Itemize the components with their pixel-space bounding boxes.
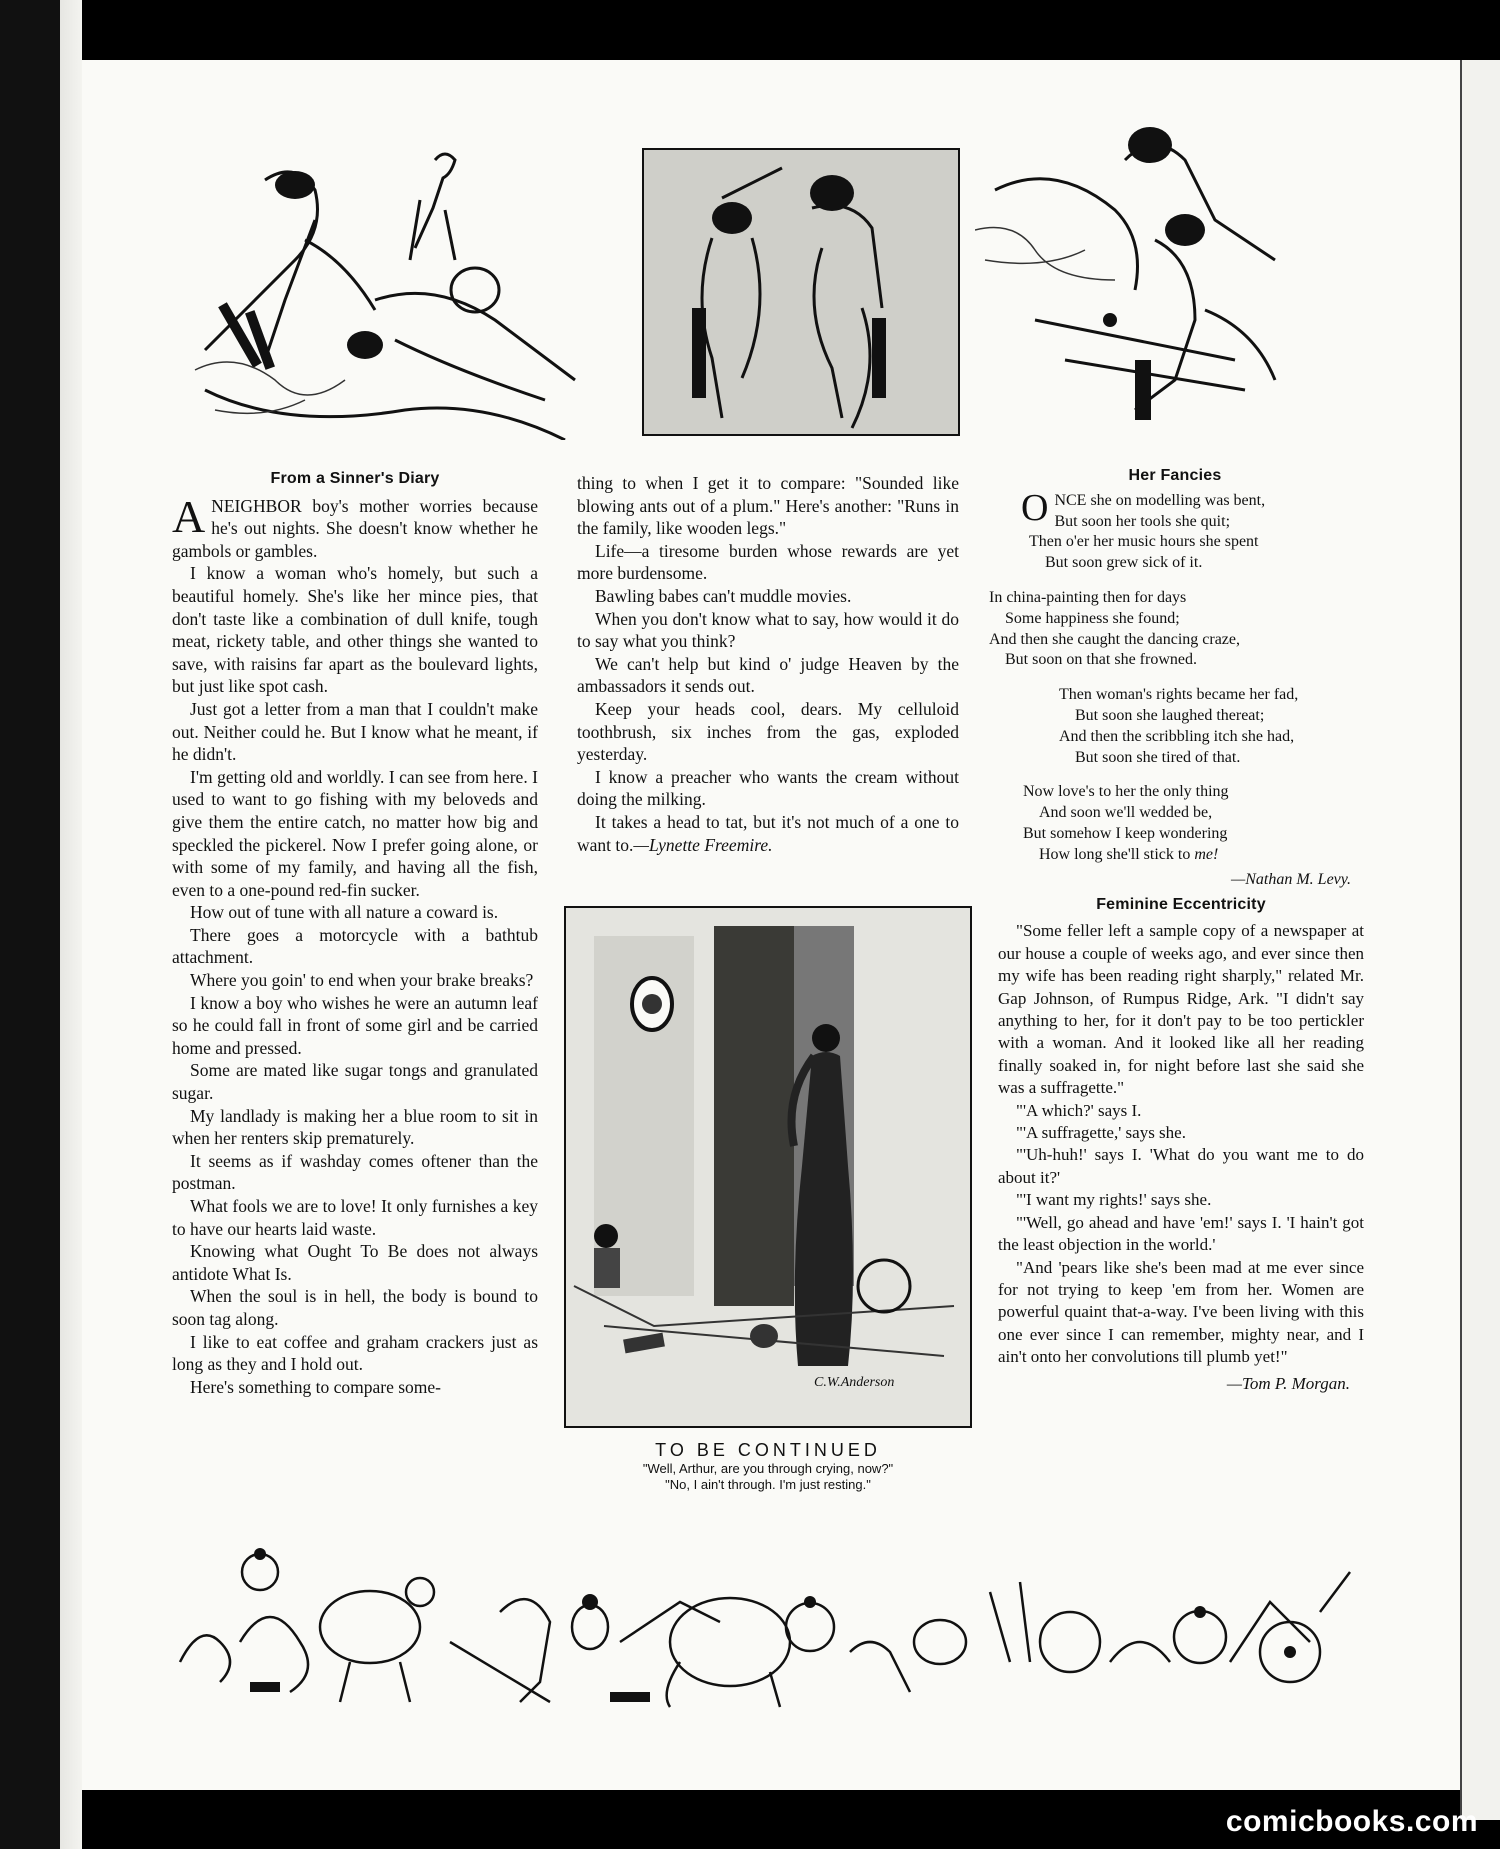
diary-continued-column [577, 472, 959, 856]
diary-author: —Lynette Freemire. [633, 834, 773, 855]
circus-parade-border [170, 1532, 1360, 1712]
eccentricity-paragraph: "'A suffragette,' says she. [1016, 1123, 1186, 1143]
diary-paragraph: Where you goin' to end when your brake breaks? [190, 970, 534, 991]
diary-paragraph: When you don't know what to say, how would it do to say what you think? [577, 608, 959, 652]
diary-paragraph: Just got a letter from a man that I couldn't make out. Neither could he. But I know what he meant, if he didn't. [172, 698, 538, 765]
watermark: comicbooks.com [1225, 1805, 1478, 1838]
poem-line: But soon she tired of that. [1075, 748, 1241, 766]
diary-paragraph: When the soul is in hell, the body is bound to soon tag along. [172, 1286, 538, 1329]
eccentricity-paragraph: "'Well, go ahead and have 'em!' says I. 'I hain't got the least objection in the world.' [998, 1212, 1364, 1255]
poem-line: But soon she laughed thereat; [1075, 706, 1265, 724]
poem-line: And then she caught the dancing craze, [989, 630, 1241, 648]
poem-line: Some happiness she found; [1005, 609, 1180, 627]
poem-line: And soon we'll wedded be, [1039, 804, 1213, 822]
poem-line: Then woman's rights became her fad, [1059, 686, 1299, 704]
diary-paragraph: It takes a head to tat, but it's not much of a one to want to.—Lynette Freemire. [577, 811, 959, 855]
eccentricity-paragraph: "Some feller left a sample copy of a newspaper at our house a couple of weeks ago, and ever since then my wife has been reading right sharply," related Mr. Gap Johnson, of Rumpus Ridge, Ark. "I didn't say anything to her, for it don't pay to be too pertickler with a woman. And it looked like all her reading finally soaked in, for night before last she said she was a suffragette." [998, 921, 1364, 1098]
poem-line: Now love's to her the only thing [1023, 783, 1229, 801]
eccentricity-author: —Tom P. Morgan. [1226, 1373, 1350, 1393]
home-plate-slide-illustration [975, 120, 1355, 440]
dropcap: A [172, 490, 206, 542]
cartoon-panel [564, 906, 972, 1428]
eccentricity-column [998, 894, 1364, 1395]
poem-column [985, 466, 1365, 890]
poem-line: And then the scribbling itch she had, [1059, 727, 1295, 745]
poem-stanza [985, 588, 1365, 671]
cartoon-signature: C.W.Anderson [814, 1375, 895, 1390]
diary-paragraph: Here's something to compare some- [190, 1376, 441, 1397]
cartoon-line-2: "No, I ain't through. I'm just resting." [665, 1477, 871, 1492]
cartoon-line-1: "Well, Arthur, are you through crying, now?" [642, 1461, 894, 1476]
poem-title: Her Fancies [1128, 467, 1222, 484]
diary-paragraph: Some are mated like sugar tongs and granulated sugar. [172, 1060, 538, 1104]
diary-paragraph: What fools we are to love! It only furnishes a key to have our hearts laid waste. [172, 1196, 538, 1239]
poem-dropcap: O [1021, 486, 1049, 529]
page-edge [1460, 60, 1500, 1820]
eccentricity-paragraph: "And 'pears like she's been mad at me ever since for not trying to keep 'em from her. Women are powerful quaint that-a-way. I've been living with this one ever since I can remember, mighty near, and I ain't onto her convolutions till plumb yet!" [998, 1257, 1364, 1367]
diary-paragraph: Bawling babes can't muddle movies. [595, 585, 852, 606]
diary-paragraph: I know a preacher who wants the cream without doing the milking. [577, 766, 959, 810]
diary-paragraph: Knowing what Ought To Be does not always antidote What Is. [172, 1241, 538, 1284]
eccentricity-paragraph: "'I want my rights!' says she. [1016, 1190, 1212, 1210]
diary-paragraph: Keep your heads cool, dears. My celluloid toothbrush, six inches from the gas, exploded yesterday. [577, 698, 959, 765]
poem-stanza [985, 486, 1365, 574]
poem-line: Then o'er her music hours she spent [1029, 533, 1259, 551]
diary-paragraph: We can't help but kind o' judge Heaven by the ambassadors it sends out. [577, 653, 959, 697]
diary-title: From a Sinner's Diary [270, 470, 440, 487]
poem-author: —Nathan M. Levy. [1231, 870, 1351, 888]
diary-paragraph: I know a woman who's homely, but such a beautiful homely. She's like her mince pies, that don't taste like a combination of dull knife, tough meat, rickety table, and other things she wanted to save, with raisins far apart as the boulevard lights, but just like spot cash. [172, 563, 538, 697]
poem-stanza [985, 685, 1365, 768]
eccentricity-paragraph: "'Uh-huh!' says I. 'What do you want me to do about it?' [998, 1145, 1364, 1187]
diary-paragraph: I'm getting old and worldly. I can see from here. I used to want to go fishing with my beloveds and give them the entire catch, no matter how big and speckled the pickerel. Now I prefer going alone, or with some of my family, and having all the fish, even to a one-pound red-fin sucker. [172, 766, 538, 900]
poem-line: But soon her tools she quit; [1054, 512, 1231, 530]
poem-stanza [985, 782, 1365, 865]
cartoon-title: TO BE CONTINUED [655, 1440, 881, 1460]
diary-paragraph: Life—a tiresome burden whose rewards are yet more burdensome. [577, 540, 959, 584]
diary-paragraph: thing to when I get it to compare: "Sounded like blowing ants out of a plum." Here's another: "Runs in the family, like wooden legs." [577, 473, 959, 539]
poem-line: But soon on that she frowned. [1005, 651, 1197, 669]
diary-paragraph: There goes a motorcycle with a bathtub attachment. [172, 924, 538, 968]
diary-paragraph: I like to eat coffee and graham crackers just as long as they and I hold out. [172, 1331, 538, 1375]
diary-paragraph: I know a boy who wishes he were an autumn leaf so he could fall in front of some girl and be carried home and pressed. [172, 992, 538, 1058]
poem-line: In china-painting then for days [989, 588, 1187, 606]
diary-paragraph: ANEIGHBOR boy's mother worries because he's out nights. She doesn't know whether he gambols or gambles. [172, 490, 538, 561]
poem-line: How long she'll stick to [1039, 845, 1195, 863]
diary-paragraph: My landlady is making her a blue room to sit in when her renters skip prematurely. [172, 1105, 538, 1149]
poem-emphasis: me! [1194, 845, 1219, 863]
diary-column [172, 468, 538, 1398]
diary-paragraph: How out of tune with all nature a coward is. [190, 902, 499, 923]
eccentricity-title: Feminine Eccentricity [1096, 896, 1266, 913]
binding-shadow [0, 0, 82, 1849]
eccentricity-paragraph: "'A which?' says I. [1016, 1100, 1142, 1120]
poem-line: But somehow I keep wondering [1023, 824, 1228, 842]
batter-catcher-illustration [642, 148, 960, 436]
cartoon-caption [564, 1440, 972, 1493]
poem-line: NCE she on modelling was bent, [1054, 491, 1266, 509]
baseball-slide-illustration [175, 140, 615, 440]
diary-paragraph: It seems as if washday comes oftener than the postman. [172, 1150, 538, 1194]
poem-line: But soon grew sick of it. [1045, 554, 1203, 572]
